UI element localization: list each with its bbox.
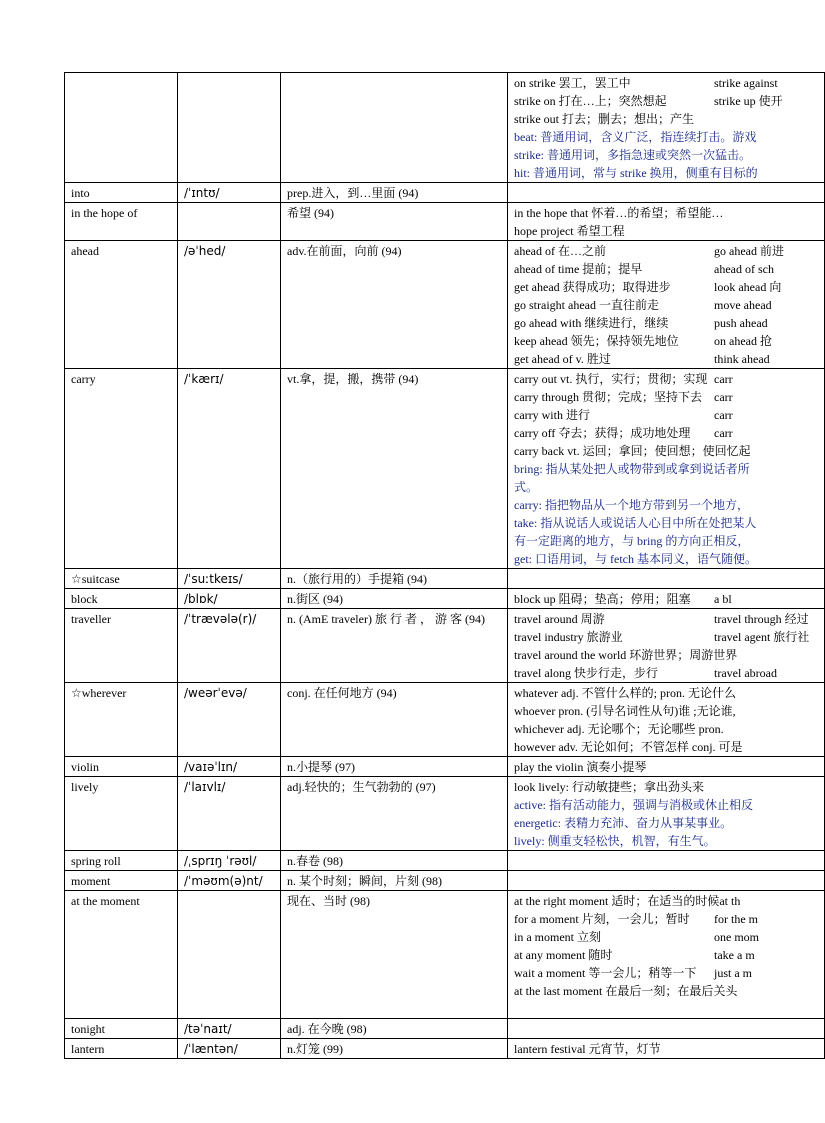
table-row [65, 891, 825, 1019]
example-phrase: at the right moment 适时；在适当的时候 [514, 894, 720, 908]
example-phrase: carry off 夺去；获得；成功地处理 [514, 426, 691, 440]
example-phrase: in a moment 立刻 [514, 930, 601, 944]
example-phrase: lantern festival 元宵节，灯节 [514, 1042, 661, 1056]
word-cell: lantern [65, 1039, 178, 1059]
example-phrase: go ahead with 继续进行，继续 [514, 316, 669, 330]
definition-cell: prep.进入，到…里面 (94) [281, 183, 508, 203]
example-line [514, 1040, 818, 1058]
example-line [514, 610, 818, 628]
vocabulary-table-body [65, 73, 825, 1059]
definition-cell: n.（旅行用的）手提箱 (94) [281, 569, 508, 589]
examples-cell [508, 183, 825, 203]
example-phrase: carry through 贯彻；完成；坚持下去 [514, 390, 702, 404]
phonetic-cell: /ˌsprɪŋ ˈrəʊl/ [178, 851, 281, 871]
example-line [514, 350, 818, 368]
example-phrase-secondary: push ahead [714, 316, 768, 330]
example-phrase: hope project 希望工程 [514, 224, 625, 238]
example-phrase: bring: 指从某处把人或物带到或拿到说话者所 [514, 462, 750, 476]
word-cell: spring roll [65, 851, 178, 871]
definition-cell: adj. 在今晚 (98) [281, 1019, 508, 1039]
example-phrase-secondary: think ahead [714, 352, 770, 366]
example-line [514, 74, 818, 92]
table-row [65, 871, 825, 891]
example-line [514, 460, 818, 478]
phonetic-cell: /təˈnaɪt/ [178, 1019, 281, 1039]
examples-cell [508, 683, 825, 757]
example-phrase: wait a moment 等一会儿；稍等一下 [514, 966, 697, 980]
example-phrase: strike on 打在…上；突然想起 [514, 94, 667, 108]
example-phrase: whichever adj. 无论哪个；无论哪些 pron. [514, 722, 724, 736]
example-line [514, 702, 818, 720]
table-row [65, 757, 825, 777]
example-phrase: for a moment 片刻，一会儿；暂时 [514, 912, 690, 926]
example-line [514, 892, 818, 910]
example-line [514, 928, 818, 946]
example-line [514, 204, 818, 222]
table-row [65, 1019, 825, 1039]
example-line [514, 296, 818, 314]
example-phrase: ahead of 在…之前 [514, 244, 606, 258]
example-line [514, 964, 818, 982]
example-phrase: strike: 普通用词，多指急速或突然一次猛击。 [514, 148, 751, 162]
example-line [514, 646, 818, 664]
example-line [514, 388, 818, 406]
example-line [514, 684, 818, 702]
example-line [514, 128, 818, 146]
example-phrase: travel around 周游 [514, 612, 605, 626]
example-line [514, 778, 818, 796]
table-row [65, 851, 825, 871]
example-line [514, 314, 818, 332]
examples-cell [508, 241, 825, 369]
examples-cell [508, 777, 825, 851]
definition-cell: n.春卷 (98) [281, 851, 508, 871]
phonetic-cell [178, 73, 281, 183]
table-row [65, 683, 825, 757]
table-row [65, 241, 825, 369]
example-phrase-secondary: travel abroad [714, 666, 777, 680]
word-cell: at the moment [65, 891, 178, 1019]
definition-cell: n.街区 (94) [281, 589, 508, 609]
examples-cell [508, 369, 825, 569]
example-phrase-secondary: travel through 经过 [714, 612, 809, 626]
phonetic-cell: /ˈtrævələ(r)/ [178, 609, 281, 683]
example-phrase: energetic: 表精力充沛、奋力从事某事业。 [514, 816, 733, 830]
definition-cell: 现在、当时 (98) [281, 891, 508, 1019]
phonetic-cell [178, 203, 281, 241]
example-phrase: 式。 [514, 480, 539, 494]
example-line [514, 982, 818, 1000]
example-phrase: get ahead 获得成功；取得进步 [514, 280, 671, 294]
example-line [514, 332, 818, 350]
example-line [514, 478, 818, 496]
word-cell: traveller [65, 609, 178, 683]
example-line [514, 424, 818, 442]
example-phrase-secondary: carr [714, 408, 733, 422]
table-row [65, 589, 825, 609]
example-line [514, 550, 818, 568]
examples-cell [508, 1019, 825, 1039]
example-phrase-secondary: just a m [714, 966, 752, 980]
word-cell: carry [65, 369, 178, 569]
example-phrase: carry: 指把物品从一个地方带到另一个地方， [514, 498, 749, 512]
example-phrase: go straight ahead 一直往前走 [514, 298, 659, 312]
example-line [514, 496, 818, 514]
example-phrase: carry out vt. 执行，实行；贯彻；实现 [514, 372, 708, 386]
definition-cell: n. (AmE traveler) 旅 行 者 ， 游 客 (94) [281, 609, 508, 683]
definition-cell [281, 73, 508, 183]
example-line [514, 92, 818, 110]
phonetic-cell: /əˈhed/ [178, 241, 281, 369]
examples-cell [508, 851, 825, 871]
phonetic-cell: /blɒk/ [178, 589, 281, 609]
example-phrase-secondary: strike against [714, 76, 778, 90]
example-line [514, 164, 818, 182]
example-line [514, 946, 818, 964]
example-phrase-secondary: carr [714, 426, 733, 440]
word-cell: ☆wherever [65, 683, 178, 757]
table-row [65, 203, 825, 241]
example-line [514, 278, 818, 296]
vocabulary-table [64, 72, 825, 1059]
phonetic-cell: /vaɪəˈlɪn/ [178, 757, 281, 777]
phonetic-cell: /ˈɪntʊ/ [178, 183, 281, 203]
example-phrase: ahead of time 提前；提早 [514, 262, 643, 276]
example-line [514, 146, 818, 164]
table-row [65, 369, 825, 569]
example-line [514, 260, 818, 278]
phonetic-cell: /ˈkærɪ/ [178, 369, 281, 569]
example-line [514, 814, 818, 832]
definition-cell: n.灯笼 (99) [281, 1039, 508, 1059]
example-phrase-secondary: take a m [714, 948, 755, 962]
word-cell: in the hope of [65, 203, 178, 241]
word-cell: violin [65, 757, 178, 777]
examples-cell [508, 871, 825, 891]
example-phrase-secondary: for the m [714, 912, 758, 926]
example-phrase: active: 指有活动能力，强调与消极或休止相反 [514, 798, 753, 812]
definition-cell: 希望 (94) [281, 203, 508, 241]
example-line [514, 514, 818, 532]
phonetic-cell [178, 891, 281, 1019]
definition-cell: vt.拿，提，搬，携带 (94) [281, 369, 508, 569]
example-phrase: lively: 侧重支轻松快，机智，有生气。 [514, 834, 716, 848]
example-phrase: however adv. 无论如何；不管怎样 conj. 可是 [514, 740, 743, 754]
example-line [514, 1000, 818, 1018]
example-line [514, 910, 818, 928]
examples-cell [508, 609, 825, 683]
example-phrase: whoever pron. (引导名词性从句)谁 ;无论谁, [514, 704, 736, 718]
definition-cell: n.小提琴 (97) [281, 757, 508, 777]
table-row [65, 73, 825, 183]
example-phrase-secondary: a bl [714, 592, 732, 606]
example-phrase: travel around the world 环游世界；周游世界 [514, 648, 738, 662]
definition-cell: conj. 在任何地方 (94) [281, 683, 508, 757]
phonetic-cell: /weərˈevə/ [178, 683, 281, 757]
example-phrase: keep ahead 领先；保持领先地位 [514, 334, 679, 348]
definition-cell: n. 某个时刻；瞬间，片刻 (98) [281, 871, 508, 891]
example-line [514, 442, 818, 460]
example-phrase-secondary: ahead of sch [714, 262, 774, 276]
table-row [65, 609, 825, 683]
example-phrase-secondary: move ahead [714, 298, 772, 312]
phonetic-cell: /ˈlaɪvlɪ/ [178, 777, 281, 851]
example-phrase-secondary: at th [719, 894, 741, 908]
table-row [65, 777, 825, 851]
example-phrase-secondary: strike up 使开 [714, 94, 783, 108]
table-row [65, 1039, 825, 1059]
example-phrase-secondary: on ahead 抢 [714, 334, 772, 348]
example-phrase: take: 指从说话人或说话人心目中所在处把某人 [514, 516, 757, 530]
phonetic-cell: /ˈsuːtkeɪs/ [178, 569, 281, 589]
example-phrase: block up 阻碍；垫高；停用；阻塞 [514, 592, 691, 606]
word-cell: ☆suitcase [65, 569, 178, 589]
example-phrase: on strike 罢工，罢工中 [514, 76, 631, 90]
examples-cell [508, 569, 825, 589]
table-row [65, 183, 825, 203]
word-cell [65, 73, 178, 183]
example-phrase: look lively: 行动敏捷些；拿出劲头来 [514, 780, 704, 794]
example-phrase: at the last moment 在最后一刻；在最后关头 [514, 984, 738, 998]
example-phrase: beat: 普通用词，含义广泛，指连续打击。游戏 [514, 130, 757, 144]
example-line [514, 796, 818, 814]
examples-cell [508, 73, 825, 183]
example-phrase: at any moment 随时 [514, 948, 613, 962]
example-line [514, 832, 818, 850]
example-phrase: get ahead of v. 胜过 [514, 352, 611, 366]
example-line [514, 590, 818, 608]
example-phrase-secondary: travel agent 旅行社 [714, 630, 810, 644]
example-phrase: play the violin 演奏小提琴 [514, 760, 647, 774]
definition-cell: adv.在前面，向前 (94) [281, 241, 508, 369]
phonetic-cell: /ˈməʊm(ə)nt/ [178, 871, 281, 891]
example-phrase: hit: 普通用词，常与 strike 换用，侧重有目标的 [514, 166, 758, 180]
example-line [514, 720, 818, 738]
example-phrase: strike out 打去；删去；想出；产生 [514, 112, 694, 126]
definition-cell: adj.轻快的；生气勃勃的 (97) [281, 777, 508, 851]
example-line [514, 110, 818, 128]
example-phrase-secondary: look ahead 向 [714, 280, 782, 294]
example-line [514, 738, 818, 756]
table-row [65, 569, 825, 589]
example-line [514, 758, 818, 776]
examples-cell [508, 757, 825, 777]
example-phrase: travel industry 旅游业 [514, 630, 623, 644]
word-cell: block [65, 589, 178, 609]
example-line [514, 532, 818, 550]
example-line [514, 370, 818, 388]
examples-cell [508, 1039, 825, 1059]
example-phrase: 有一定距离的地方，与 bring 的方向正相反， [514, 534, 750, 548]
phonetic-cell: /ˈlæntən/ [178, 1039, 281, 1059]
word-cell: moment [65, 871, 178, 891]
example-line [514, 242, 818, 260]
example-phrase: in the hope that 怀着…的希望；希望能… [514, 206, 724, 220]
example-phrase: get: 口语用词，与 fetch 基本同义，语气随便。 [514, 552, 757, 566]
example-line [514, 406, 818, 424]
example-phrase: carry back vt. 运回；拿回；使回想；使回忆起 [514, 444, 751, 458]
example-phrase: carry with 进行 [514, 408, 590, 422]
example-phrase-secondary: go ahead 前进 [714, 244, 784, 258]
example-line [514, 664, 818, 682]
word-cell: lively [65, 777, 178, 851]
word-cell: ahead [65, 241, 178, 369]
word-cell: into [65, 183, 178, 203]
example-line [514, 222, 818, 240]
example-phrase-secondary: carr [714, 372, 733, 386]
word-cell: tonight [65, 1019, 178, 1039]
example-phrase-secondary: carr [714, 390, 733, 404]
example-phrase: travel along 快步行走，步行 [514, 666, 658, 680]
example-phrase-secondary: one mom [714, 930, 759, 944]
examples-cell [508, 203, 825, 241]
example-phrase: whatever adj. 不管什么样的; pron. 无论什么 [514, 686, 736, 700]
examples-cell [508, 891, 825, 1019]
example-line [514, 628, 818, 646]
examples-cell [508, 589, 825, 609]
